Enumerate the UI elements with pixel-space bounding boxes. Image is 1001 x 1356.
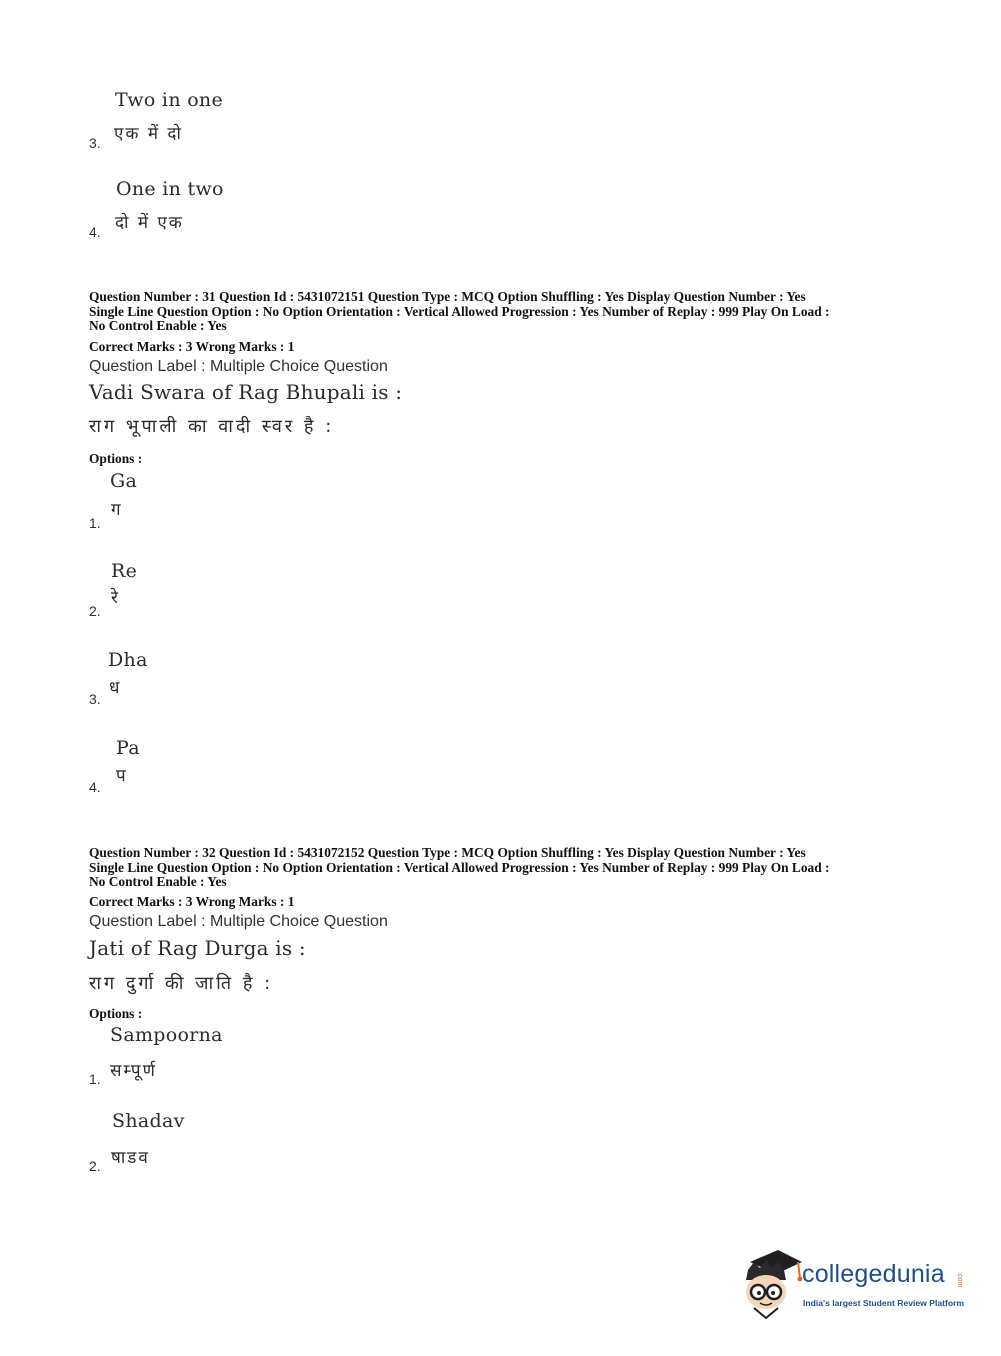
mascot-icon [740,1248,804,1320]
question-32-option-1-number: 1. [89,1071,101,1087]
question-31-label: Question Label : Multiple Choice Question [89,358,388,375]
logo-tagline: India's largest Student Review Platform [803,1298,965,1308]
question-32-text-hi: राग दुर्गा की जाति है : [89,973,274,994]
question-32-meta-line-3: No Control Enable : Yes [89,874,227,889]
prev-option-3-number: 3. [89,135,101,151]
question-32-option-2-text-hi[interactable]: षाडव [111,1148,150,1168]
question-31-option-4-number: 4. [89,779,101,795]
question-31-option-3-text-en[interactable]: Dha [108,649,148,671]
question-31-option-4-text-en[interactable]: Pa [116,737,140,759]
question-32-marks: Correct Marks : 3 Wrong Marks : 1 [89,894,295,909]
question-31-option-4-text-hi[interactable]: प [116,766,128,786]
question-31-marks: Correct Marks : 3 Wrong Marks : 1 [89,339,295,354]
prev-option-4-text-hi: दो में एक [115,213,184,233]
question-32-meta-line-2: Single Line Question Option : No Option Orientation : Vertical Allowed Progression : Yes Number of Replay : 999 Play On Load : [89,859,830,875]
question-31-meta-line-3: No Control Enable : Yes [89,318,227,333]
question-31-option-2-number: 2. [89,603,101,619]
prev-option-4-text-en: One in two [116,178,224,200]
question-31-meta [89,290,829,334]
prev-option-3-text-en: Two in one [115,89,224,111]
question-31-option-2-text-hi[interactable]: रे [111,588,120,608]
question-31-option-1-text-en[interactable]: Ga [110,470,138,492]
question-31-meta-line-2: Single Line Question Option : No Option Orientation : Vertical Allowed Progression : Yes Number of Replay : 999 Play On Load : [89,303,830,319]
question-32-option-2-text-en[interactable]: Shadav [112,1110,185,1132]
question-31-options-label: Options : [89,451,143,466]
question-31-option-3-number: 3. [89,691,101,707]
logo-wordmark: collegedunia [802,1260,945,1288]
collegedunia-logo[interactable] [740,1248,970,1320]
question-32-options-label: Options : [89,1006,143,1021]
question-32-option-1-text-en[interactable]: Sampoorna [110,1024,223,1046]
question-32-meta-line-1: Question Number : 32 Question Id : 5431072152 Question Type : MCQ Option Shuffling : Yes Display Question Number : Yes [89,845,806,860]
question-31-meta-line-1: Question Number : 31 Question Id : 5431072151 Question Type : MCQ Option Shuffling : Yes Display Question Number : Yes [89,289,806,304]
question-32-meta [89,846,829,890]
question-32-label: Question Label : Multiple Choice Question [89,913,388,930]
question-31-text-en: Vadi Swara of Rag Bhupali is : [89,380,403,404]
question-31-option-1-number: 1. [89,515,101,531]
question-32-text-en: Jati of Rag Durga is : [89,936,306,960]
question-31-option-1-text-hi[interactable]: ग [111,500,123,520]
prev-option-4-number: 4. [89,224,101,240]
question-31-option-2-text-en[interactable]: Re [111,560,138,582]
question-32-option-1-text-hi[interactable]: सम्पूर्ण [110,1061,157,1081]
question-32-option-2-number: 2. [89,1158,101,1174]
question-31-option-3-text-hi[interactable]: ध [109,678,122,698]
prev-option-3-text-hi: एक में दो [114,124,183,144]
question-31-text-hi: राग भूपाली का वादी स्वर है : [89,416,335,437]
logo-com-suffix: .com [956,1272,963,1288]
